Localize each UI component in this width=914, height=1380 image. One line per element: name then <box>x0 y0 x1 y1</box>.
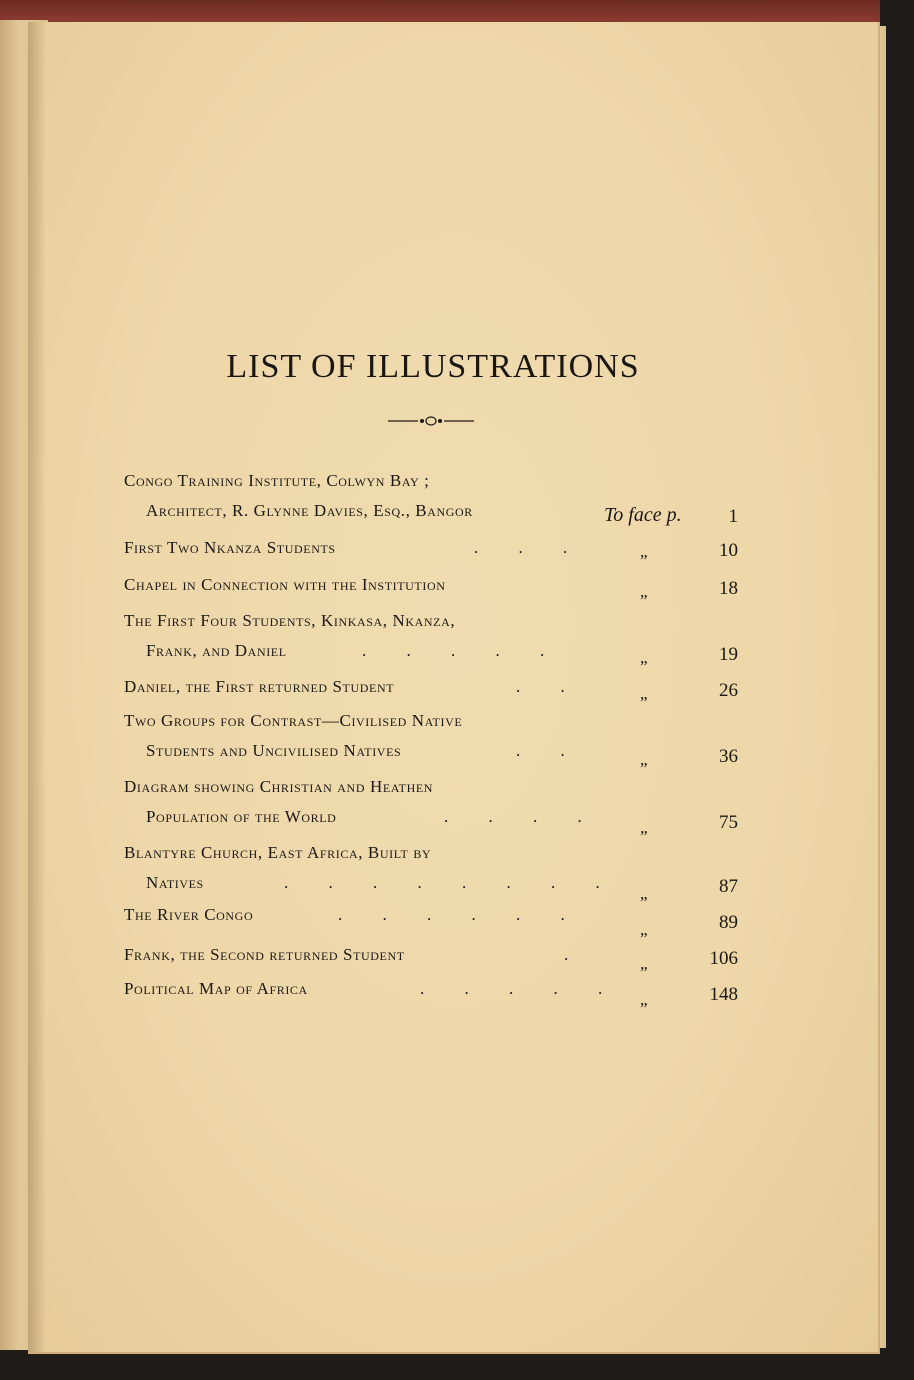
to-face-label: To face p. <box>604 504 682 526</box>
ditto-mark: „ <box>640 954 648 973</box>
illustration-entry <box>124 533 744 563</box>
page-fold-shadow <box>28 22 46 1352</box>
ditto-mark: „ <box>640 684 648 703</box>
entry-title: Political Map of Africa <box>124 979 308 998</box>
ditto-mark: „ <box>640 884 648 903</box>
illustration-entry <box>124 940 744 970</box>
page-number: 106 <box>709 948 738 969</box>
dot-leader: . <box>564 945 587 964</box>
ditto-mark: „ <box>640 920 648 939</box>
entry-title: The First Four Students, Kinkasa, Nkanza, <box>124 611 456 630</box>
page-number: 26 <box>719 680 738 701</box>
entry-title: First Two Nkanza Students <box>124 538 336 557</box>
ditto-mark: „ <box>640 990 648 1009</box>
page-number: 18 <box>719 578 738 599</box>
entry-title: Daniel, the First returned Student <box>124 677 395 696</box>
entry-title: Frank, the Second returned Student <box>124 945 405 964</box>
dot-leader: . . . . <box>444 807 600 826</box>
page-number: 1 <box>728 506 738 527</box>
ditto-mark: „ <box>640 582 648 601</box>
dot-leader: . . . . . <box>420 979 621 998</box>
entry-title: Diagram showing Christian and Heathen <box>124 777 434 796</box>
dot-leader: . . <box>516 677 583 696</box>
entry-title: The River Congo <box>124 905 254 924</box>
illustration-entry <box>124 772 744 832</box>
page-title: LIST OF ILLUSTRATIONS <box>226 348 640 385</box>
illustration-entry <box>124 570 744 600</box>
dot-leader: . . . . . . . . <box>284 873 618 892</box>
illustration-entry <box>124 706 744 766</box>
ditto-mark: „ <box>640 542 648 561</box>
illustration-entry <box>124 672 744 702</box>
entry-title: Chapel in Connection with the Institution <box>124 575 446 594</box>
dot-leader: . . . . . . <box>338 905 583 924</box>
page-number: 10 <box>719 540 738 561</box>
entry-title-continued: Population of the World <box>146 807 337 826</box>
ditto-mark: „ <box>640 818 648 837</box>
entry-title-continued: Architect, R. Glynne Davies, Esq., Bangor <box>146 501 473 520</box>
dot-leader: . . . <box>474 538 586 557</box>
illustration-entry <box>124 974 744 1004</box>
entry-title: Congo Training Institute, Colwyn Bay ; <box>124 471 430 490</box>
page-number: 75 <box>719 812 738 833</box>
illustration-entry <box>124 606 744 666</box>
page-number: 36 <box>719 746 738 767</box>
page-number: 148 <box>709 984 738 1005</box>
dot-leader: . . <box>516 741 583 760</box>
title-ornament-icon <box>388 414 474 428</box>
page-number: 19 <box>719 644 738 665</box>
illustration-entry <box>124 900 744 930</box>
entry-title: Blantyre Church, East Africa, Built by <box>124 843 432 862</box>
ditto-mark: „ <box>640 750 648 769</box>
page-number: 89 <box>719 912 738 933</box>
entry-title-continued: Students and Uncivilised Natives <box>146 741 402 760</box>
entry-title-continued: Frank, and Daniel <box>146 641 287 660</box>
dot-leader: . . . . . <box>362 641 563 660</box>
illustration-entry <box>124 838 744 898</box>
entry-title-continued: Natives <box>146 873 204 892</box>
entry-title: Two Groups for Contrast—Civilised Native <box>124 711 463 730</box>
page-number: 87 <box>719 876 738 897</box>
ditto-mark: „ <box>640 648 648 667</box>
